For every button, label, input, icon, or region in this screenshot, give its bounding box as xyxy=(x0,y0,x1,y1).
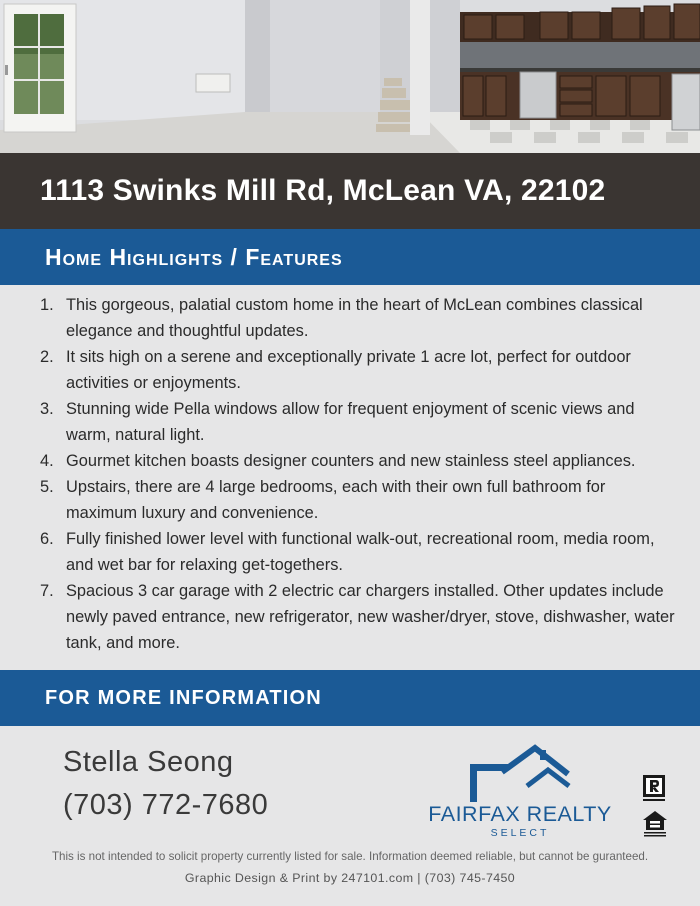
list-item-number: 3. xyxy=(40,400,54,418)
list-item-text: It sits high on a serene and exceptionally private 1 acre lot, perfect for outdoor activities or enjoyments. xyxy=(66,348,631,392)
more-info-header xyxy=(0,670,700,726)
highlights-header xyxy=(0,229,700,285)
list-item xyxy=(40,526,680,578)
broker-logo xyxy=(424,744,616,844)
agent-phone[interactable]: (703) 772-7680 xyxy=(63,789,269,821)
hero-photo xyxy=(0,0,700,153)
realtor-r-icon xyxy=(640,773,670,805)
equal-housing-opportunity-icon xyxy=(640,808,670,838)
address-bar xyxy=(0,153,700,229)
list-item-number: 5. xyxy=(40,478,54,496)
list-item xyxy=(40,396,680,448)
broker-name: FAIRFAX REALTY xyxy=(428,802,612,826)
list-item-text: Gourmet kitchen boasts designer counters and new stainless steel appliances. xyxy=(66,452,636,470)
agent-name: Stella Seong xyxy=(63,746,234,778)
list-item-text: This gorgeous, palatial custom home in the heart of McLean combines classical elegance and thoughtful updates. xyxy=(66,296,643,340)
list-item xyxy=(40,292,680,344)
disclaimer: This is not intended to solicit property currently listed for sale. Information deemed reliable, but cannot be guranteed. xyxy=(51,850,649,863)
highlights-heading: Home Highlights / Features xyxy=(45,243,343,270)
list-item-number: 7. xyxy=(40,582,54,600)
list-item-text: Spacious 3 car garage with 2 electric car chargers installed. Other updates include newly paved entrance, new refrigerator, new washer/dryer, stove, dishwasher, water tank, and more. xyxy=(66,582,675,652)
house-roof-logo-icon xyxy=(424,744,616,804)
list-item-number: 1. xyxy=(40,296,54,314)
list-item-text: Fully finished lower level with functional walk-out, recreational room, media room, and wet bar for relaxing get-togethers. xyxy=(66,530,655,574)
property-address: 1113 Swinks Mill Rd, McLean VA, 22102 xyxy=(40,174,606,207)
list-item-number: 4. xyxy=(40,452,54,470)
list-item xyxy=(40,344,680,396)
list-item-number: 2. xyxy=(40,348,54,366)
list-item xyxy=(40,448,680,474)
list-item xyxy=(40,474,680,526)
broker-subtitle: SELECT xyxy=(490,827,550,839)
list-item-text: Upstairs, there are 4 large bedrooms, each with their own full bathroom for maximum luxury and convenience. xyxy=(66,478,606,522)
more-info-heading: FOR MORE INFORMATION xyxy=(45,686,322,709)
features-list xyxy=(40,292,680,656)
print-credit: Graphic Design & Print by 247101.com | (703) 745-7450 xyxy=(184,871,516,885)
list-item xyxy=(40,578,680,656)
list-item-text: Stunning wide Pella windows allow for frequent enjoyment of scenic views and warm, natural light. xyxy=(66,400,635,444)
list-item-number: 6. xyxy=(40,530,54,548)
